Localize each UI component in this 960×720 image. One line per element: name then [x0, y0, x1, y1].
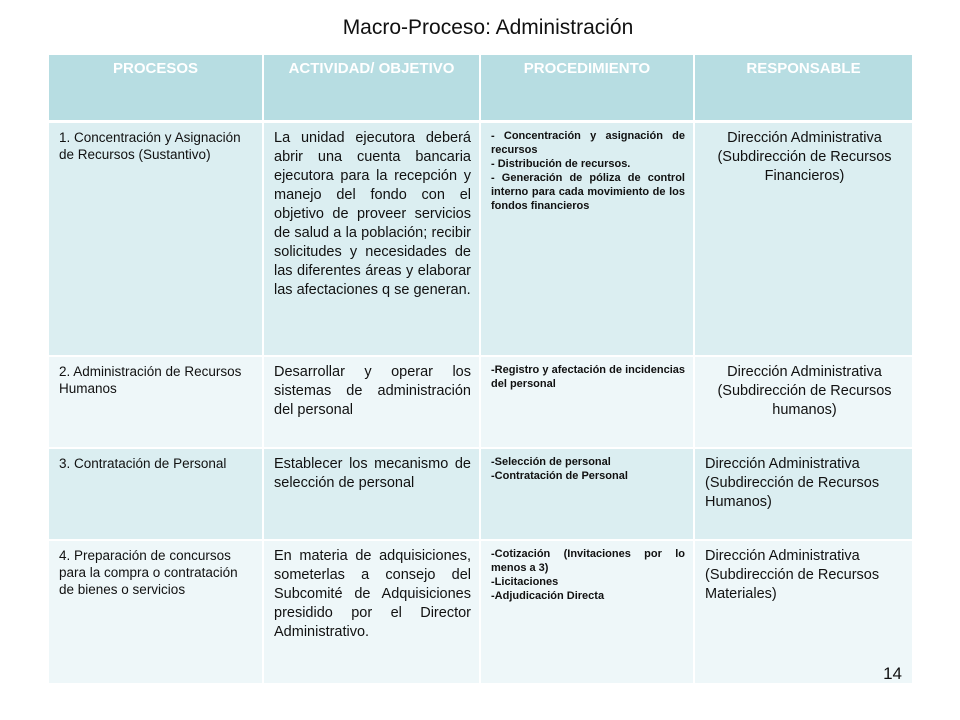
procedimiento-item: - Generación de póliza de control interno para cada movimiento de los fondos financieros — [491, 172, 685, 212]
table-header — [49, 55, 912, 122]
procedimiento-item: -Registro y afectación de incidencias del personal — [491, 363, 685, 390]
procedimiento-item: -Selección de personal — [491, 455, 611, 468]
cell-responsable: Dirección Administrativa (Subdirección de Recursos Financieros) — [694, 122, 912, 356]
table-row — [49, 356, 912, 448]
header-row — [49, 55, 912, 122]
cell-responsable: Dirección Administrativa (Subdirección de Recursos Materiales) — [694, 540, 912, 684]
cell-actividad: Desarrollar y operar los sistemas de administración del personal — [263, 356, 480, 448]
cell-responsable: Dirección Administrativa (Subdirección de Recursos Humanos) — [694, 448, 912, 540]
process-table-container — [49, 55, 912, 685]
procedimiento-item: -Contratación de Personal — [491, 469, 628, 482]
header-responsable: RESPONSABLE — [694, 55, 912, 122]
cell-proceso: 3. Contratación de Personal — [49, 448, 263, 540]
header-procedimiento: PROCEDIMIENTO — [480, 55, 694, 122]
page-title: Macro-Proceso: Administración — [342, 16, 634, 39]
table-row — [49, 448, 912, 540]
cell-proceso: 1. Concentración y Asignación de Recursos (Sustantivo) — [49, 122, 263, 356]
procedimiento-item: - Distribución de recursos. — [491, 158, 631, 170]
procedimiento-item: -Licitaciones — [491, 575, 559, 588]
table-body — [49, 122, 912, 684]
table-row — [49, 122, 912, 356]
cell-proceso: 4. Preparación de concursos para la compra o contratación de bienes o servicios — [49, 540, 263, 684]
cell-proceso: 2. Administración de Recursos Humanos — [49, 356, 263, 448]
page-number: 14 — [883, 664, 902, 683]
cell-actividad: La unidad ejecutora deberá abrir una cuenta bancaria ejecutora para la recepción y manejo del fondo con el objetivo de proveer servicios de salud a la población; recibir solicitudes y necesidades de las diferentes áreas y elaborar las afectaciones q se generan. — [263, 122, 480, 356]
cell-procedimiento — [480, 122, 694, 356]
procedimiento-item: -Cotización (Invitaciones por lo menos a 3) — [491, 547, 685, 574]
cell-procedimiento — [480, 540, 694, 684]
cell-procedimiento — [480, 356, 694, 448]
cell-actividad: En materia de adquisiciones, someterlas a consejo del Subcomité de Adquisiciones presidido por el Director Administrativo. — [263, 540, 480, 684]
process-table — [49, 55, 912, 685]
table-row — [49, 540, 912, 684]
procedimiento-item: - Concentración y asignación de recursos — [491, 130, 685, 156]
header-actividad-objetivo: ACTIVIDAD/ OBJETIVO — [263, 55, 480, 122]
cell-responsable: Dirección Administrativa (Subdirección de Recursos humanos) — [694, 356, 912, 448]
procedimiento-item: -Adjudicación Directa — [491, 589, 605, 602]
cell-procedimiento — [480, 448, 694, 540]
header-procesos: PROCESOS — [49, 55, 263, 122]
cell-actividad: Establecer los mecanismo de selección de personal — [263, 448, 480, 540]
